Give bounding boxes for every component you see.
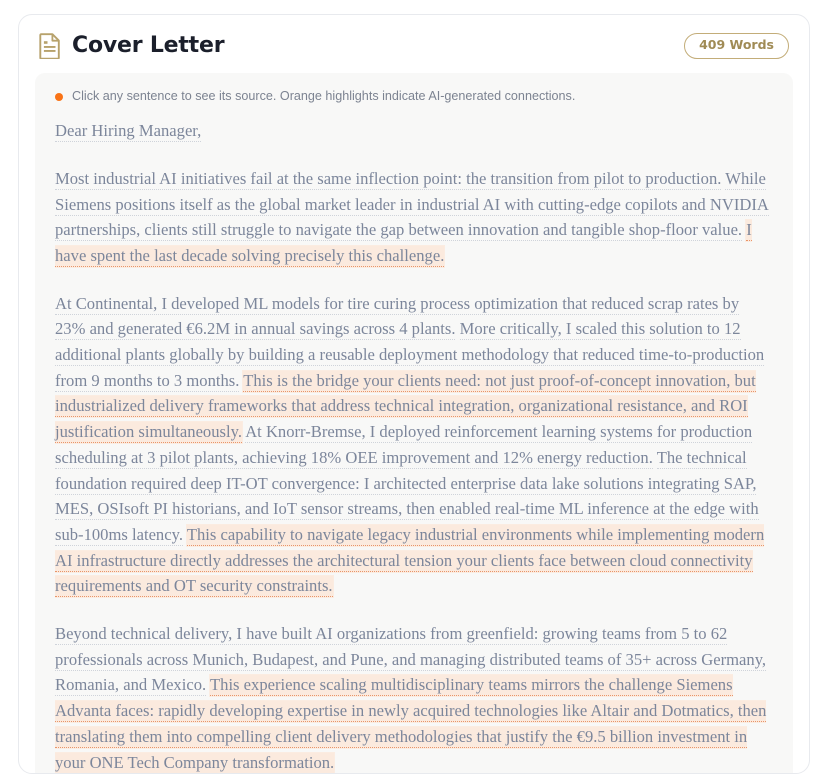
letter-sentence-highlighted[interactable]: I have spent the last decade solving precisely this challenge. (55, 220, 752, 265)
letter-paragraph (55, 118, 773, 144)
letter-paragraph (55, 291, 773, 599)
word-count-badge: 409 Words (684, 33, 789, 59)
cover-letter-card (18, 14, 810, 774)
letter-sentence-highlighted[interactable]: This experience scaling multidisciplinary teams mirrors the challenge Siemens Advanta faces: rapidly developing expertise in newly acquired technologies like Altair and Dotmatics, then translating them into compelling client delivery methodologies that justify the €9.5 billion investment in your ONE Tech Company transformation. (55, 675, 767, 772)
letter-body (55, 118, 773, 774)
letter-paragraph (55, 166, 773, 269)
letter-sentence[interactable]: Beyond technical delivery, I have built AI organizations from greenfield: growing teams from 5 to 62 professionals across Munich, Budapest, and Pune, and managing distributed teams of 35+ across Germany, Romania, and Mexico. (55, 624, 767, 695)
letter-sentence[interactable]: Dear Hiring Manager, (55, 121, 202, 141)
letter-sentence[interactable]: The technical foundation required deep IT-OT convergence: I architected enterprise data lake solutions integrating SAP, MES, OSIsoft PI historians, and IoT sensor streams, then enabled real-time ML inference at the edge with sub-100ms latency. (55, 447, 759, 544)
hint-text: Click any sentence to see its source. Orange highlights indicate AI-generated connections. (72, 89, 576, 103)
letter-sentence[interactable]: At Knorr-Bremse, I deployed reinforcement learning systems for production scheduling at 3 pilot plants, achieving 18% OEE improvement and 12% energy reduction. (55, 422, 753, 467)
letter-sentence-highlighted[interactable]: This capability to navigate legacy industrial environments while implementing modern AI infrastructure directly addresses the architectural tension your clients face between cloud connectivity requirements and OT security constraints. (55, 524, 765, 596)
document-icon (39, 33, 61, 59)
page-title: Cover Letter (72, 33, 225, 58)
letter-sentence[interactable]: Most industrial AI initiatives fail at the same inflection point: the transition from pilot to production. (55, 168, 722, 188)
letter-paragraph (55, 621, 773, 774)
card-header (19, 15, 809, 73)
letter-sentence[interactable]: At Continental, I developed ML models for tire curing process optimization that reduced scrap rates by 23% and generated €6.2M in annual savings across 4 plants. (55, 293, 740, 339)
letter-sentence[interactable]: While Siemens positions itself as the global market leader in industrial AI with cutting-edge copilots and NVIDIA partnerships, clients still struggle to navigate the gap between innovation and tangible shop-floor value. (55, 168, 769, 240)
card-header-left (39, 33, 224, 59)
orange-dot-icon (55, 93, 63, 101)
letter-sentence-highlighted[interactable]: This is the bridge your clients need: not just proof-of-concept innovation, but industrialized delivery frameworks that address technical integration, organizational resistance, and ROI justification simultaneously. (55, 370, 756, 442)
letter-sentence[interactable]: More critically, I scaled this solution to 12 additional plants globally by building a reusable deployment methodology that reduced time-to-production from 9 months to 3 months. (55, 319, 765, 390)
hint-row (55, 89, 773, 104)
letter-panel (35, 73, 793, 774)
